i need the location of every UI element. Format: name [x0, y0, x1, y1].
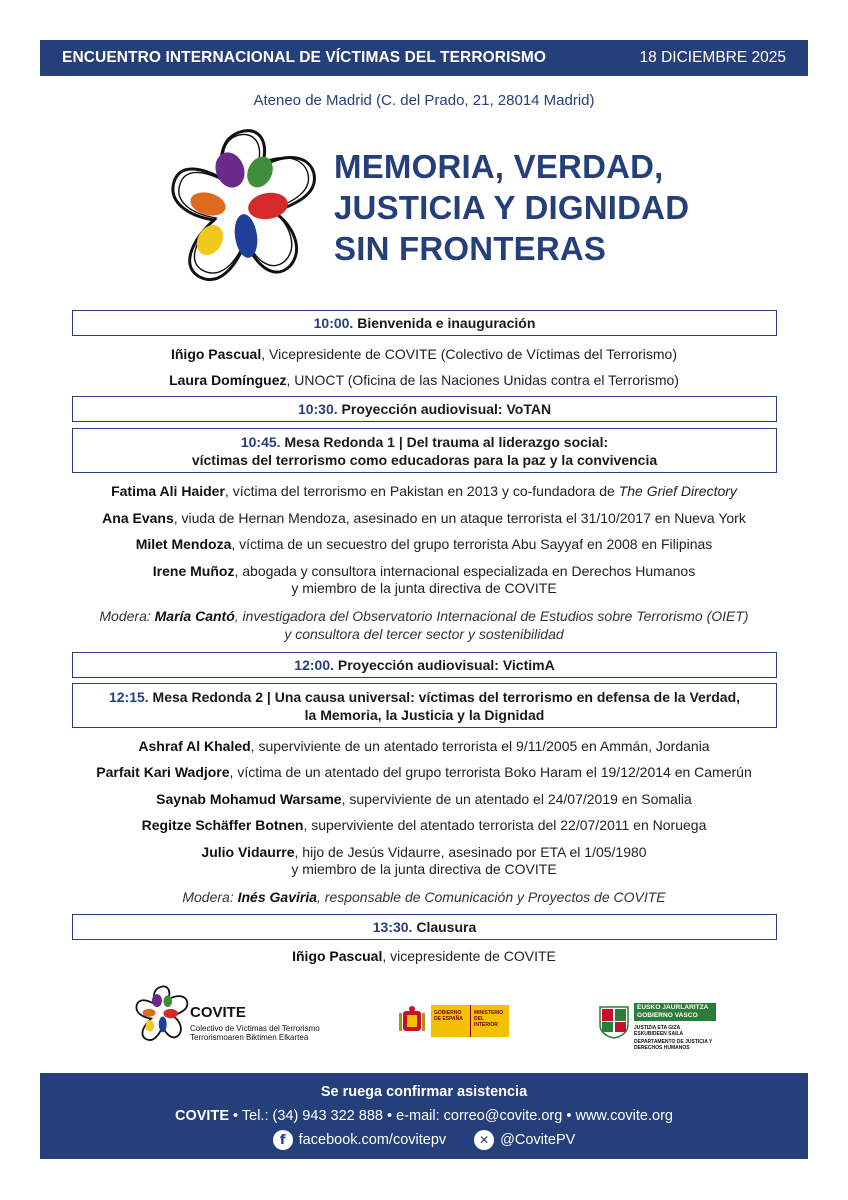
speaker-name: Saynab Mohamud Warsame [156, 791, 342, 807]
covite-subtitle-es: Colectivo de Víctimas del Terrorismo [190, 1024, 320, 1033]
speaker-line: Julio Vidaurre, hijo de Jesús Vidaurre, asesinado por ETA el 1/05/1980 [201, 844, 647, 860]
headline-line-3: SIN FRONTERAS [334, 230, 607, 267]
session-roundtable-1 [72, 428, 777, 473]
footer-org: COVITE [175, 1108, 229, 1124]
speaker-name: Iñigo Pascual [292, 948, 383, 964]
vasco-header: EUSKO JAURLARITZA GOBIERNO VASCO [634, 1003, 716, 1021]
speaker-line: Iñigo Pascual, Vicepresidente de COVITE (Colectivo de Víctimas del Terrorismo) [170, 346, 677, 362]
contact-line: COVITE • Tel.: (34) 943 322 888 • e-mail: correo@covite.org • www.covite.org [175, 1108, 673, 1124]
covite-small-logo [132, 985, 192, 1045]
event-title: ENCUENTRO INTERNACIONAL DE VÍCTIMAS DEL TERRORISMO [62, 49, 547, 66]
session-welcome [72, 310, 777, 336]
speaker-line: Regitze Schäffer Botnen, superviviente del atentado terrorista del 22/07/2011 en Noruega [141, 817, 707, 833]
spain-coat-of-arms-icon [397, 1005, 427, 1037]
gobierno-label-box [431, 1005, 509, 1037]
facebook-link[interactable]: f facebook.com/covitepv [273, 1130, 447, 1150]
session-title: Clausura [416, 919, 477, 935]
speaker-name: Irene Muñoz [152, 563, 235, 579]
speaker-line: Iñigo Pascual, vicepresidente de COVITE [292, 948, 556, 964]
session-title: Proyección audiovisual: VictimA [337, 657, 555, 673]
session-title: Bienvenida e inauguración [357, 315, 536, 331]
speaker-line: Fatima Ali Haider, víctima del terrorismo en Pakistan en 2013 y co-fundadora de The Grief Directory [111, 483, 737, 499]
session-subtitle: víctimas del terrorismo como educadoras para la paz y la convivencia [191, 452, 658, 468]
basque-coat-of-arms-icon [598, 1005, 630, 1039]
session-time: 12:00. [294, 657, 334, 673]
x-icon: ✕ [474, 1130, 494, 1150]
session-victima [72, 652, 777, 678]
moderator-line: Modera: Inés Gaviria, responsable de Comunicación y Proyectos de COVITE [182, 889, 666, 905]
social-links [40, 1130, 808, 1150]
moderator-name: Inés Gaviria [237, 889, 317, 905]
speaker-name: Regitze Schäffer Botnen [141, 817, 304, 833]
speaker-line: Saynab Mohamud Warsame, superviviente de un atentado el 24/07/2019 en Somalia [156, 791, 692, 807]
speaker-line-cont: y miembro de la junta directiva de COVITE [291, 580, 557, 596]
session-time: 13:30. [372, 919, 413, 935]
session-time: 10:00. [313, 315, 354, 331]
session-time: 10:30. [297, 401, 338, 417]
session-title: Proyección audiovisual: VoTAN [341, 401, 552, 417]
phone-text[interactable]: Tel.: (34) 943 322 888 [241, 1108, 383, 1124]
headline [334, 146, 689, 269]
speaker-line-cont: y miembro de la junta directiva de COVITE [291, 861, 557, 877]
speaker-name: Iñigo Pascual [170, 346, 262, 362]
speaker-line: Ana Evans, viuda de Hernan Mendoza, asesinado en un ataque terrorista el 31/10/2017 en Nueva York [102, 510, 746, 526]
x-link[interactable]: ✕ @CovitePV [474, 1130, 575, 1150]
speaker-line: Milet Mendoza, víctima de un secuestro del grupo terrorista Abu Sayyaf en 2008 en Filipinas [135, 536, 713, 552]
speaker-name: Milet Mendoza [135, 536, 232, 552]
venue: Ateneo de Madrid (C. del Prado, 21, 28014 Madrid) [253, 92, 595, 109]
email-link[interactable]: e-mail: correo@covite.org [396, 1108, 563, 1124]
covite-name: COVITE [190, 1004, 246, 1021]
speaker-name: Julio Vidaurre [201, 844, 295, 860]
speaker-line: Irene Muñoz, abogada y consultora internacional especializada en Derechos Humanos [152, 563, 696, 579]
headline-line-2: JUSTICIA Y DIGNIDAD [334, 189, 690, 226]
moderator-line: Modera: María Cantó, investigadora del Observatorio Internacional de Estudios sobre Terrorismo (OIET) [99, 608, 749, 624]
header-bar [40, 40, 808, 76]
headline-line-1: MEMORIA, VERDAD, [334, 148, 664, 185]
session-title: Mesa Redonda 2 | Una causa universal: víctimas del terrorismo en defensa de la Verdad, [152, 689, 741, 705]
covite-subtitle-eu: Terrorismoaren Biktimen Elkartea [190, 1033, 309, 1042]
session-title: Mesa Redonda 1 | Del trauma al liderazgo social: [284, 434, 609, 450]
moderator-name: María Cantó [154, 608, 235, 624]
speaker-line: Ashraf Al Khaled, superviviente de un atentado terrorista el 9/11/2005 en Ammán, Jordania [138, 738, 710, 754]
gobierno-label: GOBIERNO DE ESPAÑA [434, 1010, 463, 1022]
rsvp-text: Se ruega confirmar asistencia [320, 1084, 528, 1100]
session-votan [72, 396, 777, 422]
gobierno-espana-logo [397, 1005, 509, 1037]
speaker-name: Parfait Kari Wadjore [96, 764, 230, 780]
facebook-icon: f [273, 1130, 293, 1150]
sponsor-logos [0, 985, 848, 1065]
speaker-line: Parfait Kari Wadjore, víctima de un atentado del grupo terrorista Boko Haram el 19/12/2014 en Camerún [96, 764, 752, 780]
speaker-name: Laura Domínguez [169, 372, 287, 388]
session-time: 10:45. [240, 434, 281, 450]
moderator-line-cont: y consultora del tercer sector y sostenibilidad [284, 626, 564, 642]
speaker-name: Ana Evans [102, 510, 174, 526]
ministerio-label: MINISTERIO DEL INTERIOR [470, 1005, 509, 1037]
session-time: 12:15. [108, 689, 149, 705]
session-roundtable-2 [72, 683, 777, 728]
event-date: 18 DICIEMBRE 2025 [639, 49, 786, 66]
speaker-name: Fatima Ali Haider [111, 483, 225, 499]
session-subtitle: la Memoria, la Justicia y la Dignidad [304, 707, 545, 723]
session-closing [72, 914, 777, 940]
contact-footer [40, 1073, 808, 1159]
speaker-name: Ashraf Al Khaled [138, 738, 251, 754]
website-link[interactable]: www.covite.org [575, 1108, 673, 1124]
covite-star-logo [168, 124, 318, 289]
gobierno-vasco-logo: EUSKO JAURLARITZA GOBIERNO VASCO JUSTIZIA ETA GIZA ESKUBIDEEN SAILA DEPARTAMENTO DE JUSTICIA Y DERECHOS HUMANOS [598, 1003, 718, 1065]
speaker-line: Laura Domínguez, UNOCT (Oficina de las Naciones Unidas contra el Terrorismo) [169, 372, 679, 388]
